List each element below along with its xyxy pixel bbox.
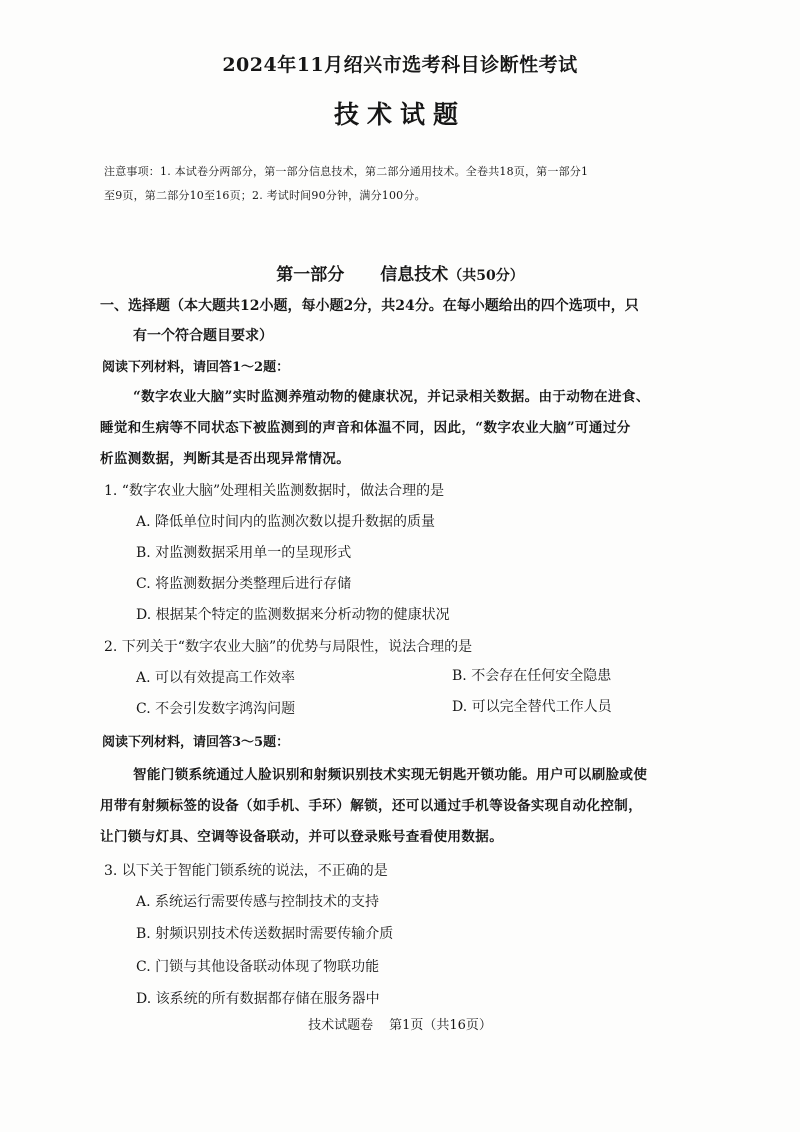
footer-page-number: 第1页（共16页） [389,1018,492,1033]
material-intro-1: 阅读下列材料，请回答1～2题： [102,360,290,375]
question-3-option-a: A. 系统运行需要传感与控制技术的支持 [136,894,380,910]
question-2-option-a: A. 可以有效提高工作效率 [136,670,296,686]
part-header [0,260,800,285]
footer-label: 技术试题卷 [308,1018,374,1033]
question-1-option-c: C. 将监测数据分类整理后进行存储 [136,576,352,592]
question-3-stem: 3. 以下关于智能门锁系统的说法，不正确的是 [104,863,388,879]
part-subject: 信息技术 [380,265,449,285]
section-heading-line-1: 一、选择题（本大题共12小题，每小题2分，共24分。在每小题给出的四个选项中，只 [100,298,639,314]
question-1-option-d: D. 根据某个特定的监测数据来分析动物的健康状况 [136,607,450,623]
page-footer [0,1014,800,1033]
section-heading-line-2: 有一个符合题目要求） [133,328,273,344]
notice-line-1: 注意事项：1. 本试卷分两部分，第一部分信息技术，第二部分通用技术。全卷共18页，第一部分1 [104,165,589,178]
question-1-option-a: A. 降低单位时间内的监测次数以提升数据的质量 [136,514,436,530]
exam-title: 2024年11月绍兴市选考科目诊断性考试 [222,54,578,76]
material-2-line-1: 智能门锁系统通过人脸识别和射频识别技术实现无钥匙开锁功能。用户可以刷脸或使 [133,767,648,783]
material-1-line-2: 睡觉和生病等不同状态下被监测到的声音和体温不同，因此，“数字农业大脑”可通过分 [100,420,631,436]
question-2-stem: 2. 下列关于“数字农业大脑”的优势与局限性，说法合理的是 [104,639,473,655]
question-2-option-c: C. 不会引发数字鸿沟问题 [136,701,296,717]
material-2-line-3: 让门锁与灯具、空调等设备联动，并可以登录账号查看使用数据。 [100,829,504,845]
material-2-line-2: 用带有射频标签的设备（如手机、手环）解锁，还可以通过手机等设备实现自动化控制， [100,798,643,814]
part-points: （共50分） [448,268,524,284]
notice-line-2: 至9页，第二部分10至16页；2. 考试时间90分钟，满分100分。 [104,189,426,202]
material-1-line-1: “数字农业大脑”实时监测养殖动物的健康状况，并记录相关数据。由于动物在进食、 [133,389,650,405]
question-1-option-b: B. 对监测数据采用单一的呈现形式 [136,545,352,561]
question-1-stem: 1. “数字农业大脑”处理相关监测数据时，做法合理的是 [104,483,445,499]
question-2-option-b: B. 不会存在任何安全隐患 [452,668,612,684]
question-3-option-d: D. 该系统的所有数据都存储在服务器中 [136,991,380,1007]
question-2-option-d: D. 可以完全替代工作人员 [452,699,612,715]
question-3-option-c: C. 门锁与其他设备联动体现了物联功能 [136,959,380,975]
material-1-line-3: 析监测数据，判断其是否出现异常情况。 [100,451,351,467]
part-name: 第一部分 [276,265,345,285]
material-intro-2: 阅读下列材料，请回答3～5题： [102,735,290,750]
question-3-option-b: B. 射频识别技术传送数据时需要传输介质 [136,926,394,942]
exam-subtitle: 技术试题 [333,100,466,129]
